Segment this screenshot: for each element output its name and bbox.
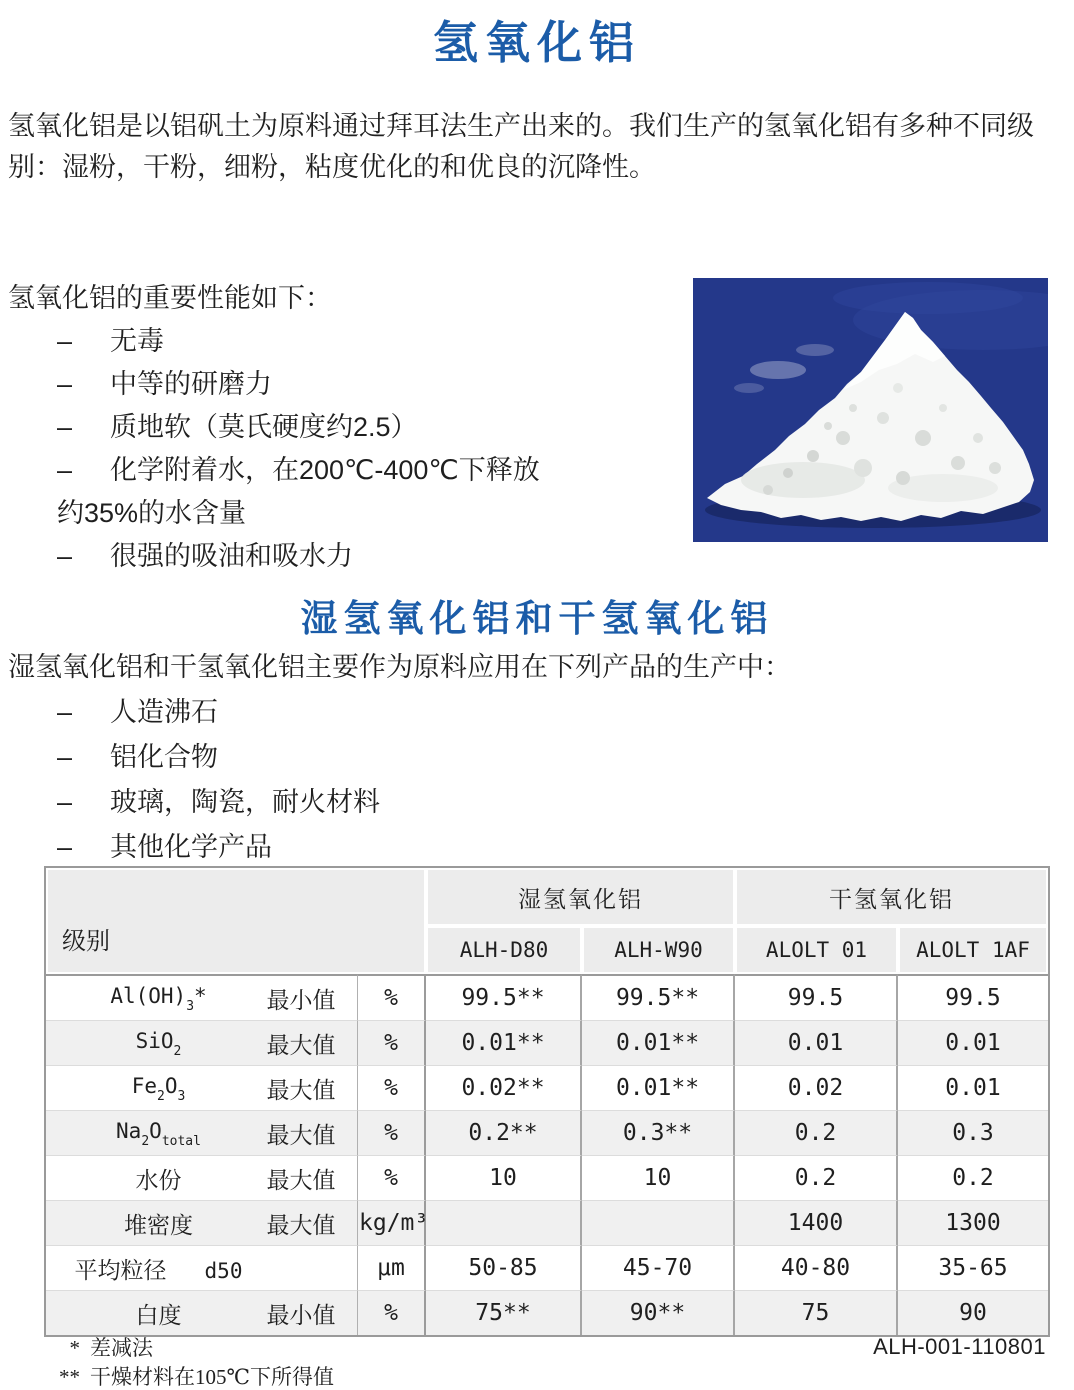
dash-marker: –: [57, 369, 73, 399]
value-cell: [582, 1200, 735, 1245]
value-cell: 1300: [898, 1200, 1048, 1245]
value-cell: 90: [898, 1290, 1048, 1335]
list-item-continuation: 约35%的水含量: [57, 498, 247, 528]
d50-label: d50: [204, 1258, 243, 1283]
value-cell: 40-80: [735, 1245, 898, 1290]
limit-type: 最大值: [258, 1110, 358, 1155]
spec-table-section: [44, 866, 1046, 1337]
group-header-wet: 湿氢氧化铝: [426, 868, 735, 926]
footer: [44, 1334, 1046, 1390]
parameter-name: SiO$_2$: [46, 1020, 258, 1065]
grade-header: ALH-W90: [582, 926, 735, 974]
value-cell: 10: [582, 1155, 735, 1200]
list-item-text: 中等的研磨力: [110, 369, 272, 399]
value-cell: 0.2: [735, 1155, 898, 1200]
limit-type: 最大值: [258, 1155, 358, 1200]
limit-type: 最大值: [258, 1200, 358, 1245]
value-cell: 0.01: [735, 1020, 898, 1065]
list-item-text: 质地软（莫氏硬度约2.5）: [110, 412, 418, 442]
unit: %: [358, 974, 426, 1020]
group-header-dry: 干氢氧化铝: [735, 868, 1048, 926]
spec-table: [44, 866, 1050, 1337]
value-cell: 10: [426, 1155, 582, 1200]
parameter-name: 白度: [46, 1290, 258, 1335]
dash-marker: –: [57, 455, 73, 485]
unit: %: [358, 1155, 426, 1200]
value-cell: 0.01**: [426, 1020, 582, 1065]
list-item-text: 人造沸石: [110, 697, 218, 727]
grade-corner-cell: 级别: [46, 868, 426, 974]
unit: %: [358, 1020, 426, 1065]
unit: μm: [358, 1245, 426, 1290]
powder-photo: [693, 278, 1048, 542]
list-item-text: 其他化学产品: [110, 832, 272, 862]
document-number: ALH-001-110801: [873, 1334, 1046, 1359]
dash-marker: –: [57, 742, 73, 772]
footnotes: [44, 1334, 334, 1390]
table-row: [46, 1155, 1048, 1200]
limit-type: 最大值: [258, 1065, 358, 1110]
list-item-text: 化学附着水，在200℃-400℃下释放: [110, 455, 540, 485]
footnote-text: 干燥材料在105℃下所得值: [90, 1365, 334, 1389]
table-row: [46, 1065, 1048, 1110]
list-item: [8, 320, 673, 363]
unit: kg/m³: [358, 1200, 426, 1245]
unit: %: [358, 1110, 426, 1155]
section2-intro: 湿氢氧化铝和干氢氧化铝主要作为原料应用在下列产品的生产中：: [8, 652, 791, 682]
value-cell: 50-85: [426, 1245, 582, 1290]
dash-marker: –: [57, 326, 73, 356]
value-cell: [426, 1200, 582, 1245]
value-cell: 45-70: [582, 1245, 735, 1290]
list-item-text: 无毒: [110, 326, 164, 356]
list-item: [8, 690, 708, 735]
list-item: [8, 780, 708, 825]
value-cell: 75: [735, 1290, 898, 1335]
footnote: [44, 1334, 334, 1363]
list-item: [8, 449, 673, 492]
value-cell: 99.5: [898, 974, 1048, 1020]
value-cell: 0.2: [735, 1110, 898, 1155]
dash-marker: –: [57, 412, 73, 442]
list-item: [8, 535, 673, 578]
value-cell: 0.2: [898, 1155, 1048, 1200]
table-row: [46, 1020, 1048, 1065]
value-cell: 90**: [582, 1290, 735, 1335]
page-title: 氢氧化铝: [432, 17, 641, 68]
value-cell: 0.01**: [582, 1020, 735, 1065]
list-item: [8, 363, 673, 406]
list-item: [8, 825, 708, 870]
properties-heading: 氢氧化铝的重要性能如下：: [8, 283, 332, 313]
limit-type: 最小值: [258, 974, 358, 1020]
grade-header: ALOLT 01: [735, 926, 898, 974]
group-header-row: [46, 868, 1048, 926]
section2-heading: 湿氢氧化铝和干氢氧化铝: [300, 598, 774, 639]
value-cell: 0.02: [735, 1065, 898, 1110]
properties-section: [8, 277, 673, 578]
footnote-mark: **: [59, 1365, 80, 1389]
value-cell: 99.5**: [426, 974, 582, 1020]
intro-paragraph: 氢氧化铝是以铝矾土为原料通过拜耳法生产出来的。我们生产的氢氧化铝有多种不同级别：湿粉，干粉，细粉，粘度优化的和优良的沉降性。: [8, 111, 1034, 182]
value-cell: 0.2**: [426, 1110, 582, 1155]
unit: %: [358, 1065, 426, 1110]
value-cell: 0.01: [898, 1065, 1048, 1110]
table-row: [46, 974, 1048, 1020]
parameter-name: $Al(OH)_3*$: [46, 974, 258, 1020]
value-cell: 99.5: [735, 974, 898, 1020]
applications-list: [8, 690, 708, 870]
limit-type: 最大值: [258, 1020, 358, 1065]
unit: %: [358, 1290, 426, 1335]
value-cell: 0.3**: [582, 1110, 735, 1155]
list-item: [8, 406, 673, 449]
dash-marker: –: [57, 832, 73, 862]
powder-photo-graphic: [693, 278, 1048, 542]
value-cell: 75**: [426, 1290, 582, 1335]
value-cell: 0.01: [898, 1020, 1048, 1065]
value-cell: 99.5**: [582, 974, 735, 1020]
value-cell: 0.02**: [426, 1065, 582, 1110]
parameter-name: 平均粒径 d50: [46, 1245, 258, 1290]
limit-type: 最小值: [258, 1290, 358, 1335]
footnote: [44, 1363, 334, 1390]
parameter-name: $Fe_2O_3$: [46, 1065, 258, 1110]
parameter-name: 水份: [46, 1155, 258, 1200]
list-item-text: 很强的吸油和吸水力: [110, 541, 353, 571]
table-row: [46, 1200, 1048, 1245]
dash-marker: –: [57, 697, 73, 727]
limit-type: [258, 1245, 358, 1290]
grade-header: ALH-D80: [426, 926, 582, 974]
grade-header: ALOLT 1AF: [898, 926, 1048, 974]
list-item-text: 玻璃，陶瓷，耐火材料: [110, 787, 380, 817]
value-cell: 0.01**: [582, 1065, 735, 1110]
value-cell: 35-65: [898, 1245, 1048, 1290]
dash-marker: –: [57, 541, 73, 571]
table-row: [46, 1110, 1048, 1155]
parameter-name: 堆密度: [46, 1200, 258, 1245]
value-cell: 1400: [735, 1200, 898, 1245]
list-item-text: 铝化合物: [110, 742, 218, 772]
footnote-text: 差减法: [90, 1336, 153, 1360]
footnote-mark: *: [69, 1336, 80, 1360]
parameter-name: $Na_2O_{total}$: [46, 1110, 258, 1155]
table-row: [46, 1245, 1048, 1290]
value-cell: 0.3: [898, 1110, 1048, 1155]
table-row: [46, 1290, 1048, 1335]
dash-marker: –: [57, 787, 73, 817]
list-item: [8, 735, 708, 780]
